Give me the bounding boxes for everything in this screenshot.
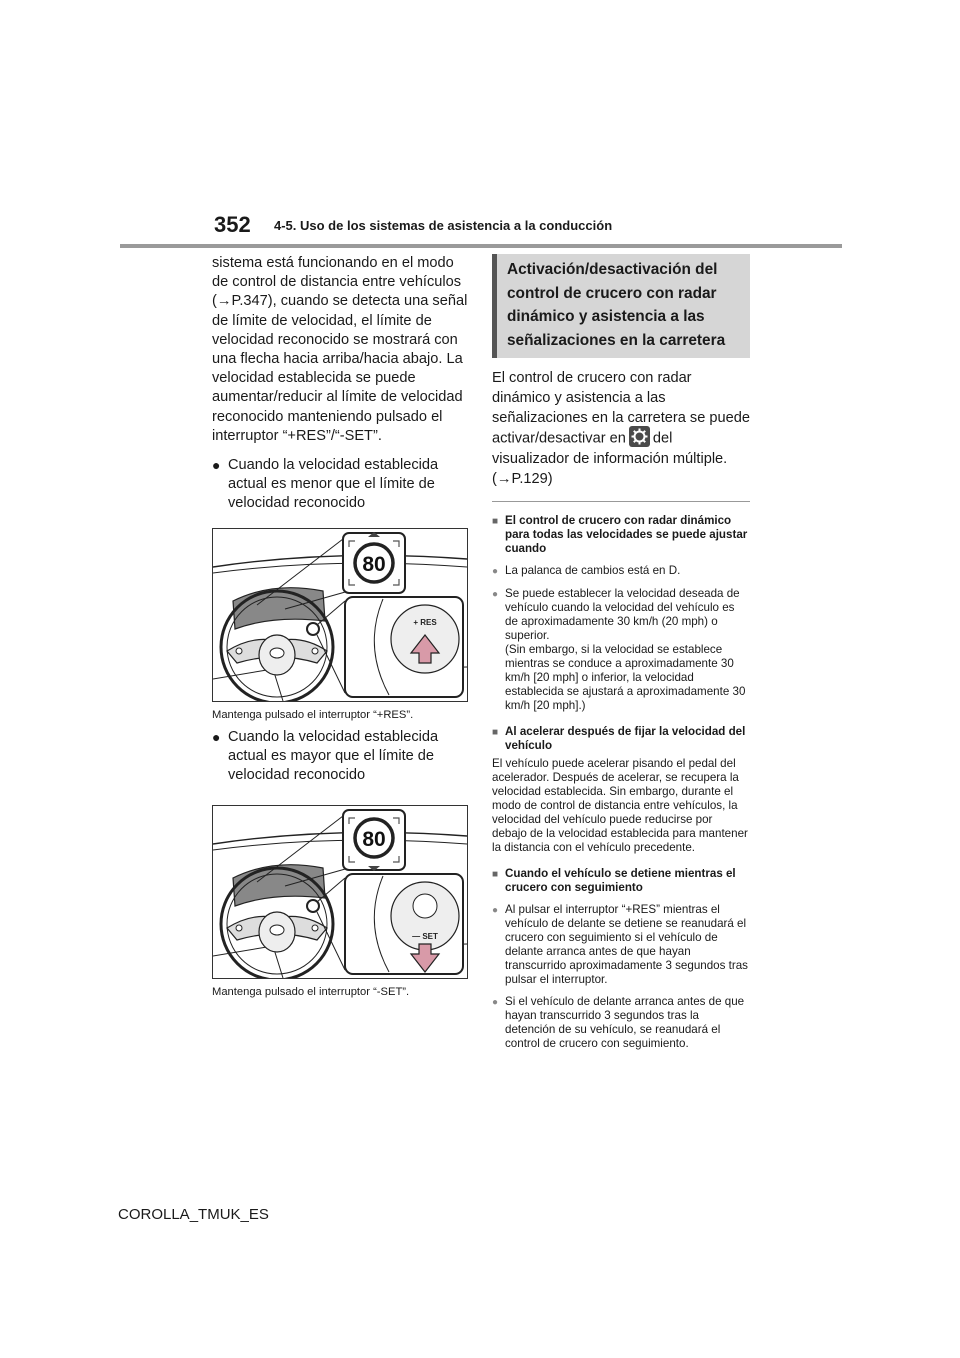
figure-res-switch (212, 528, 468, 702)
bullet-item: ● Si el vehículo de delante arranca antes de que hayan transcurrido 3 segundos tras la detención de su vehículo, se reanudará el control de crucero con seguimiento. (492, 995, 745, 1050)
bullet-dot-icon: ● (212, 728, 221, 745)
bullet-dot-icon: ● (492, 589, 499, 600)
right-column (492, 254, 750, 1051)
steering-wheel-set-illustration (213, 806, 467, 978)
speed-limit-sign: 80 (362, 828, 386, 852)
section-heading: Activación/desactivación del control de crucero con radar dinámico y asistencia a las señalizaciones en la carretera (492, 254, 750, 358)
intro-paragraph: sistema está funcionando en el modo de control de distancia entre vehículos (→P.347), cuando se detecta una señal de límite de velocidad, el límite de velocidad reconocido se mostrará con una flecha hacia arriba/hacia abajo. La velocidad establecida se puede aumentar/reducir al límite de velocidad reconocido manteniendo pulsado el interruptor “+RES”/“-SET”. (212, 255, 468, 444)
page-reference[interactable]: →P.347 (216, 293, 268, 310)
bullet-dot-icon: ● (492, 997, 499, 1008)
divider (492, 501, 750, 502)
square-bullet-icon: ■ (492, 516, 499, 527)
left-column (212, 254, 470, 999)
bullet-dot-icon: ● (492, 566, 499, 577)
bullet-item: ● Al pulsar el interruptor “+RES” mientras el vehículo de delante se detiene se reanudará el crucero con seguimiento si el vehículo de delante arranca antes de que hayan transcurrido aproximadamente 3 segundos tras pulsar el interruptor. (492, 903, 748, 986)
footer-model-code: COROLLA_TMUK_ES (118, 1206, 269, 1223)
settings-gear-icon (629, 426, 650, 447)
subheading-stopping: ■ Cuando el vehículo se detiene mientras el crucero con seguimiento (492, 867, 736, 894)
page-reference[interactable]: →P.129 (496, 471, 548, 487)
bullet-lower-speed: ● Cuando la velocidad establecida actual es menor que el límite de velocidad reconocido (212, 456, 470, 514)
steering-wheel-res-illustration (213, 529, 467, 701)
subheading-accelerating: ■ Al acelerar después de fijar la velocidad del vehículo (492, 725, 746, 752)
section-title: 4-5. Uso de los sistemas de asistencia a la conducción (274, 218, 613, 233)
figure-caption: Mantenga pulsado el interruptor “-SET”. (212, 986, 410, 999)
subheading-conditions: ■ El control de crucero con radar dinámico para todas las velocidades se puede ajustar cuando (492, 514, 748, 555)
bullet-dot-icon: ● (492, 905, 499, 916)
page-number: 352 (214, 212, 251, 237)
square-bullet-icon: ■ (492, 869, 499, 880)
header-rule (120, 244, 842, 248)
figure-caption: Mantenga pulsado el interruptor “+RES”. (212, 708, 414, 721)
square-bullet-icon: ■ (492, 727, 499, 738)
activation-paragraph: El control de crucero con radar dinámico y asistencia a las señalizaciones en la carretera se puede activar/desactivar en del visualizador de información múltiple. (→P.129) (492, 370, 750, 487)
res-switch-label: + RES (413, 617, 437, 627)
bullet-dot-icon: ● (212, 457, 221, 474)
set-switch-label: — SET (412, 932, 438, 942)
bullet-higher-speed: ● Cuando la velocidad establecida actual es mayor que el límite de velocidad reconocido (212, 728, 470, 786)
figure-set-switch (212, 805, 468, 979)
speed-limit-sign: 80 (362, 552, 386, 576)
bullet-item: ● Se puede establecer la velocidad deseada de vehículo cuando la velocidad del vehículo es de aproximadamente 30 km/h (20 mph) o superior. (Sin embargo, si la velocidad se establece mientras se conduce a aproximadamente 30 km/h [20 mph] o inferior, la velocidad establecida se ajustará a aproximadamente 30 km/h [20 mph].) (492, 587, 746, 712)
accelerating-paragraph: El vehículo puede acelerar pisando el pedal del acelerador. Después de acelerar, se recupera la velocidad establecida. Sin embargo, durante el modo de control de distancia entre vehículos, la velocidad del vehículo puede reducirse por debajo de la velocidad establecida para mantener la distancia con el vehículo precedente. (492, 757, 748, 854)
bullet-item: ● La palanca de cambios está en D. (492, 564, 681, 577)
